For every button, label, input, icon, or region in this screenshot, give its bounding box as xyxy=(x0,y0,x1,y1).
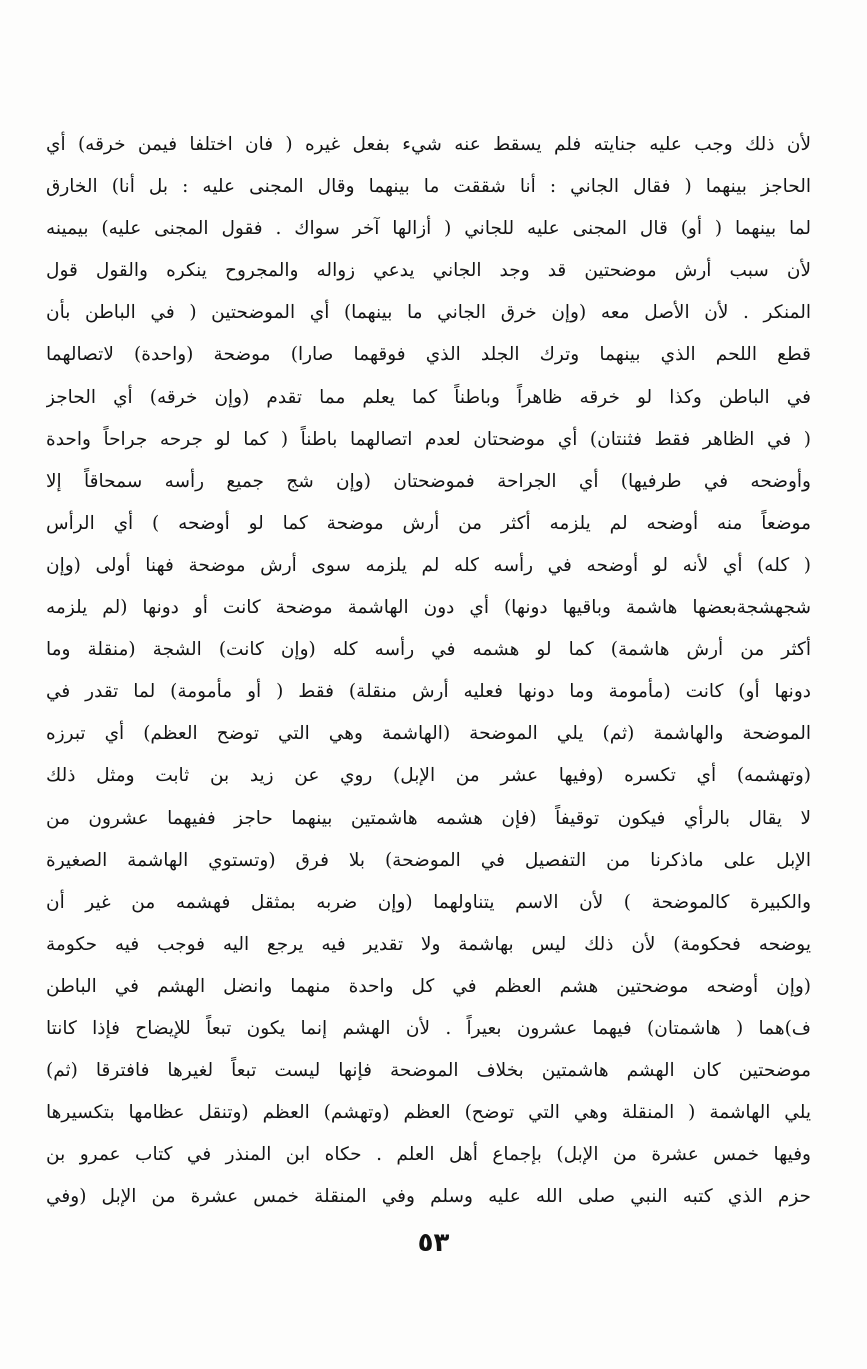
page-number: ٥٣ xyxy=(417,1228,450,1258)
text-line: دونها أو) كانت (مأمومة وما دونها فعليه أرش منقلة) فقط ( أو مأمومة) لما تقدر في xyxy=(46,681,811,703)
text-line: لأن سبب أرش موضحتين قد وجد الجاني يدعي زواله والمجروح ينكره والقول قول xyxy=(46,260,811,282)
text-line: الإبل على ماذكرنا من التفصيل في الموضحة) بلا فرق (وتستوي الهاشمة الصغيرة xyxy=(46,849,811,871)
text-line: الموضحة والهاشمة (ثم) يلي الموضحة (الهاشمة وهي التي توضح العظم) أي تبرزه xyxy=(46,723,811,745)
text-line: لا يقال بالرأي فيكون توقيفاً (فإن هشمه هاشمتين بينهما حاجز ففيهما عشرون من xyxy=(46,807,811,829)
text-line: الحاجز بينهما ( فقال الجاني : أنا شققت ما بينهما وقال المجنى عليه : بل أنا) الخارق xyxy=(46,176,811,198)
text-line: (وإن أوضحه موضحتين هشم العظم في كل واحدة منهما وانضل الهشم في الباطن xyxy=(46,975,811,997)
text-line: ف)هما ( هاشمتان) فيهما عشرون بعيراً . لأن الهشم إنما يكون تبعاً للإيضاح فإذا كانتا xyxy=(46,1017,811,1039)
text-line: موضحتين كان الهشم هاشمتين بخلاف الموضحة فإنها ليست تبعاً لغيرها فافترقا (ثم) xyxy=(46,1060,811,1082)
text-line: ( في الظاهر فقط فثنتان) أي موضحتان لعدم اتصالهما باطناً ( كما لو جرحه جراحاً واحدة xyxy=(46,428,811,450)
text-line: قطع اللحم الذي بينهما وترك الجلد الذي فوقهما صارا) موضحة (واحدة) لاتصالهما xyxy=(46,344,811,366)
text-line: ( كله) أي لأنه لو أوضحه في رأسه كله لم يلزمه سوى أرش موضحة فهنا أولى (وإن xyxy=(46,554,811,576)
text-line: يلي الهاشمة ( المنقلة وهي التي توضح) العظم (وتهشم) العظم (وتنقل عظامها بتكسيرها xyxy=(46,1102,811,1124)
text-line: لما بينهما ( أو) قال المجنى عليه للجاني ( أزالها آخر سواك . فقول المجنى عليه) بيمينه xyxy=(46,218,811,240)
text-line: أكثر من أرش هاشمة) كما لو هشمه في رأسه كله (وإن كانت) الشجة (منقلة وما xyxy=(46,639,811,661)
text-line: (وتهشمه) أي تكسره (وفيها عشر من الإبل) روي عن زيد بن ثابت ومثل ذلك xyxy=(46,765,811,787)
text-line: حزم الذي كتبه النبي صلى الله عليه وسلم وفي المنقلة خمس عشرة من الإبل (وفي xyxy=(46,1186,811,1208)
text-line: وأوضحه في طرفيها) أي الجراحة فموضحتان (وإن شج جميع رأسه سمحاقاً إلا xyxy=(46,470,811,492)
text-line: موضعاً منه أوضحه لم يلزمه أكثر من أرش موضحة كما لو أوضحه ) أي الرأس xyxy=(46,512,811,534)
text-line: لأن ذلك وجب عليه جنايته فلم يسقط عنه شيء بفعل غيره ( فان اختلفا فيمن خرقه) أي xyxy=(46,134,811,155)
text-line: وفيها خمس عشرة من الإبل) بإجماع أهل العلم . حكاه ابن المنذر في كتاب عمرو بن xyxy=(46,1144,811,1166)
text-line: شجهشجةبعضها هاشمة وباقيها دونها) أي دون الهاشمة موضحة كانت أو دونها (لم يلزمه xyxy=(46,597,811,619)
text-line: المنكر . لأن الأصل معه (وإن خرق الجاني ما بينهما) أي الموضحتين ( في الباطن بأن xyxy=(46,302,811,324)
body-text xyxy=(46,124,811,1218)
text-line: يوضحه فحكومة) لأن ذلك ليس بهاشمة ولا تقدير فيه يرجع اليه فوجب فيه حكومة xyxy=(46,933,811,955)
text-line: والكبيرة كالموضحة ) لأن الاسم يتناولهما (وإن ضربه بمثقل فهشمه من غير أن xyxy=(46,891,811,913)
text-line: في الباطن وكذا لو خرقه ظاهراً وباطناً كما يعلم مما تقدم (وإن خرقه) أي الحاجز xyxy=(46,386,811,408)
